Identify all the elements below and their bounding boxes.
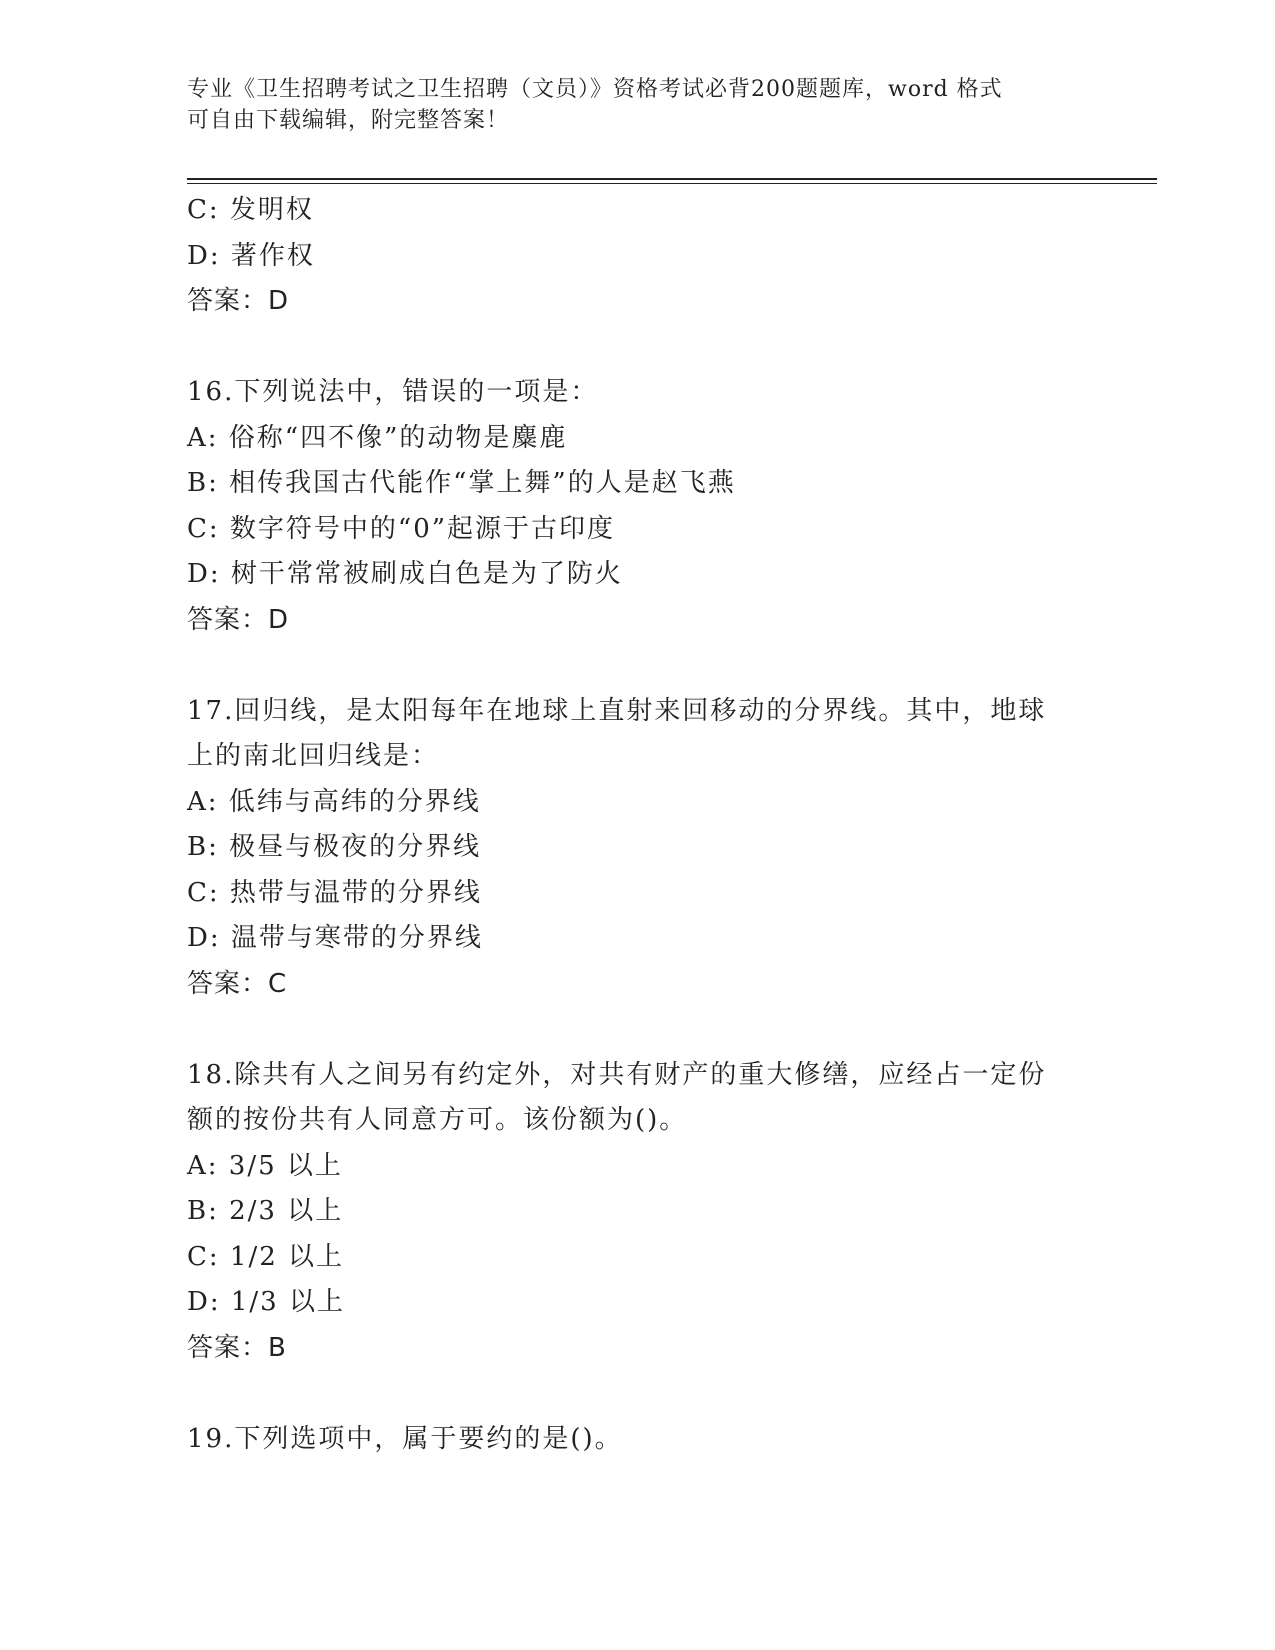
spacer	[187, 325, 1087, 371]
option-a: A: 3/5 以上	[187, 1150, 343, 1181]
question-16	[187, 370, 1087, 643]
question-19	[187, 1417, 1087, 1463]
question-17	[187, 689, 1087, 1008]
question-stem-line-1: 18.除共有人之间另有约定外，对共有财产的重大修缮，应经占一定份	[187, 1059, 1047, 1090]
answer-line: 答案：D	[187, 286, 290, 316]
option-d: D: 树干常常被刷成白色是为了防火	[187, 559, 623, 589]
spacer	[187, 643, 1087, 689]
question-stem-line-1: 17.回归线，是太阳每年在地球上直射来回移动的分界线。其中，地球	[187, 695, 1047, 726]
option-d: D: 著作权	[187, 240, 315, 271]
option-c: C: 热带与温带的分界线	[187, 877, 482, 908]
question-18	[187, 1053, 1087, 1372]
spacer	[187, 1371, 1087, 1417]
header-line-1: 专业《卫生招聘考试之卫生招聘（文员）》资格考试必背200题题库，word 格式	[187, 77, 1003, 102]
option-c: C: 发明权	[187, 195, 314, 225]
header-divider-thin	[187, 183, 1157, 184]
answer-line: 答案：D	[187, 604, 290, 635]
question-list	[187, 188, 1087, 1462]
header-divider-thick	[187, 178, 1157, 180]
option-b: B: 极昼与极夜的分界线	[187, 832, 482, 862]
header-line-2: 可自由下载编辑，附完整答案！	[187, 108, 510, 133]
spacer	[187, 1007, 1087, 1053]
document-header	[187, 74, 1087, 136]
option-c: C: 1/2 以上	[187, 1241, 345, 1272]
question-stem-line-2: 额的按份共有人同意方可。该份额为()。	[187, 1105, 688, 1135]
answer-line: 答案：B	[187, 1332, 287, 1363]
option-d: D: 温带与寒带的分界线	[187, 923, 483, 953]
option-a: A: 低纬与高纬的分界线	[187, 786, 481, 817]
question-stem: 19.下列选项中，属于要约的是()。	[187, 1423, 623, 1454]
question-stem-line-2: 上的南北回归线是：	[187, 741, 440, 771]
option-c: C: 数字符号中的“0”起源于古印度	[187, 513, 616, 544]
option-d: D: 1/3 以上	[187, 1287, 345, 1317]
option-b: B: 2/3 以上	[187, 1196, 344, 1226]
question-stem: 16.下列说法中，错误的一项是：	[187, 377, 599, 407]
answer-line: 答案：C	[187, 968, 288, 999]
question-15-continuation	[187, 188, 1087, 325]
option-a: A: 俗称“四不像”的动物是麋鹿	[187, 422, 568, 453]
option-b: B: 相传我国古代能作“掌上舞”的人是赵飞燕	[187, 468, 736, 498]
